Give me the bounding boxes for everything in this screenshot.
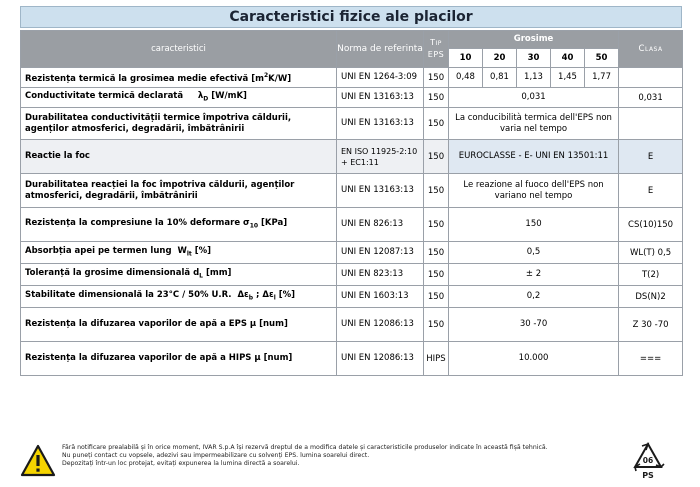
row-clasa: E xyxy=(619,174,683,208)
header-clasa: Clasa xyxy=(619,31,683,68)
table-row xyxy=(21,140,683,174)
recycle-icon xyxy=(628,440,668,484)
header-tip: Tip EPS xyxy=(424,31,449,68)
row-value: 30 -70 xyxy=(449,308,619,342)
row-tip: 150 xyxy=(424,174,449,208)
row-norm: UNI EN 826:13 xyxy=(337,208,424,242)
table-row xyxy=(21,342,683,376)
row-name: Rezistența la difuzarea vaporilor de apă a EPS μ [num] xyxy=(21,308,337,342)
row-value: 0,031 xyxy=(449,88,619,108)
row-norm: UNI EN 13163:13 xyxy=(337,174,424,208)
thickness-50: 50 xyxy=(585,48,619,67)
row-tip: 150 xyxy=(424,264,449,286)
table-row xyxy=(21,208,683,242)
footer-notice xyxy=(62,444,622,468)
row-name: Durabilitatea conductivității termice împotriva căldurii, agenților atmosferici, degradării, îmbătrânirii xyxy=(21,108,337,140)
table-row xyxy=(21,286,683,308)
row-value: 150 xyxy=(449,208,619,242)
row-norm: UNI EN 13163:13 xyxy=(337,108,424,140)
row-clasa: WL(T) 0,5 xyxy=(619,242,683,264)
footer-line: Fără notificare prealabilă și în orice moment, IVAR S.p.A își rezervă dreptul de a modifica datele și caracteristicile produselor indicate în această fișă tehnică. xyxy=(62,444,548,451)
row-tip: 150 xyxy=(424,208,449,242)
row-name: Reactie la foc xyxy=(21,140,337,174)
table-row xyxy=(21,88,683,108)
row-tip: 150 xyxy=(424,140,449,174)
row-tip: 150 xyxy=(424,88,449,108)
table-row xyxy=(21,264,683,286)
row-value: 10.000 xyxy=(449,342,619,376)
row-clasa: E xyxy=(619,140,683,174)
row-value: Le reazione al fuoco dell'EPS non variano nel tempo xyxy=(449,174,619,208)
row-value: 1,13 xyxy=(517,68,551,88)
row-clasa xyxy=(619,68,683,88)
row-value: EUROCLASSE - E- UNI EN 13501:11 xyxy=(449,140,619,174)
row-name: Rezistența la difuzarea vaporilor de apă a HIPS μ [num] xyxy=(21,342,337,376)
table-row xyxy=(21,308,683,342)
row-value: 0,48 xyxy=(449,68,483,88)
row-norm: EN ISO 11925-2:10 + EC1:11 xyxy=(337,140,424,174)
recycle-code: PS xyxy=(642,471,654,480)
row-norm: UNI EN 12087:13 xyxy=(337,242,424,264)
row-clasa: DS(N)2 xyxy=(619,286,683,308)
footer-line: Nu puneți contact cu vopsele, adezivi sau impermeabilizare cu solvenți EPS. lumina soarelui direct. xyxy=(62,452,370,459)
table-row xyxy=(21,68,683,88)
row-tip: 150 xyxy=(424,308,449,342)
page-title: Caracteristici fizice ale placilor xyxy=(20,6,682,28)
row-value: ± 2 xyxy=(449,264,619,286)
row-value: 1,45 xyxy=(551,68,585,88)
header-caracteristici: caracteristici xyxy=(21,31,337,68)
row-name: Conductivitate termică declarată $\lambda_D$ [W/mK] xyxy=(21,88,337,108)
row-tip: 150 xyxy=(424,68,449,88)
row-clasa: Z 30 -70 xyxy=(619,308,683,342)
row-name: Toleranță la grosime dimensională $d_L$ [mm] xyxy=(21,264,337,286)
specs-table xyxy=(20,30,683,376)
footer-line: Depozitați într-un loc protejat, evitați expunerea la lumina directă a soarelui. xyxy=(62,460,300,467)
thickness-10: 10 xyxy=(449,48,483,67)
thickness-40: 40 xyxy=(551,48,585,67)
row-norm: UNI EN 12086:13 xyxy=(337,342,424,376)
row-name: Absorbția apei pe termen lung $W_{lt}$ [%] xyxy=(21,242,337,264)
row-value: 0,81 xyxy=(483,68,517,88)
row-value: 0,5 xyxy=(449,242,619,264)
row-norm: UNI EN 13163:13 xyxy=(337,88,424,108)
row-norm: UNI EN 823:13 xyxy=(337,264,424,286)
table-row xyxy=(21,174,683,208)
row-name: Durabilitatea reacției la foc împotriva căldurii, agenților atmosferici, degradării, îmbătrânirii xyxy=(21,174,337,208)
row-norm: UNI EN 1603:13 xyxy=(337,286,424,308)
row-value: 0,2 xyxy=(449,286,619,308)
row-clasa: T(2) xyxy=(619,264,683,286)
thickness-30: 30 xyxy=(517,48,551,67)
row-norm: UNI EN 12086:13 xyxy=(337,308,424,342)
header-row xyxy=(21,31,683,49)
warning-icon xyxy=(20,444,56,478)
header-norma: Norma de referinta xyxy=(337,31,424,68)
recycle-number: 06 xyxy=(642,456,654,465)
table-row xyxy=(21,242,683,264)
row-name: Stabilitate dimensională la 23°C / 50% U.R. $\Delta\varepsilon_b$ ; $\Delta\varepsilon_l$ [%] xyxy=(21,286,337,308)
thickness-20: 20 xyxy=(483,48,517,67)
row-clasa: CS(10)150 xyxy=(619,208,683,242)
row-clasa: 0,031 xyxy=(619,88,683,108)
row-value: 1,77 xyxy=(585,68,619,88)
header-grosime: Grosime xyxy=(449,31,619,49)
row-norm: UNI EN 1264-3:09 xyxy=(337,68,424,88)
row-clasa xyxy=(619,108,683,140)
row-tip: 150 xyxy=(424,242,449,264)
table-row xyxy=(21,108,683,140)
row-tip: 150 xyxy=(424,286,449,308)
row-name: Rezistența la compresiune la 10% deformare $\sigma_{10}$ [KPa] xyxy=(21,208,337,242)
row-value: La conducibilità termica dell'EPS non varia nel tempo xyxy=(449,108,619,140)
row-tip: HIPS xyxy=(424,342,449,376)
row-tip: 150 xyxy=(424,108,449,140)
row-name: Rezistența termică la grosimea medie efectivă $[m^2K/W]$ xyxy=(21,68,337,88)
row-clasa: === xyxy=(619,342,683,376)
